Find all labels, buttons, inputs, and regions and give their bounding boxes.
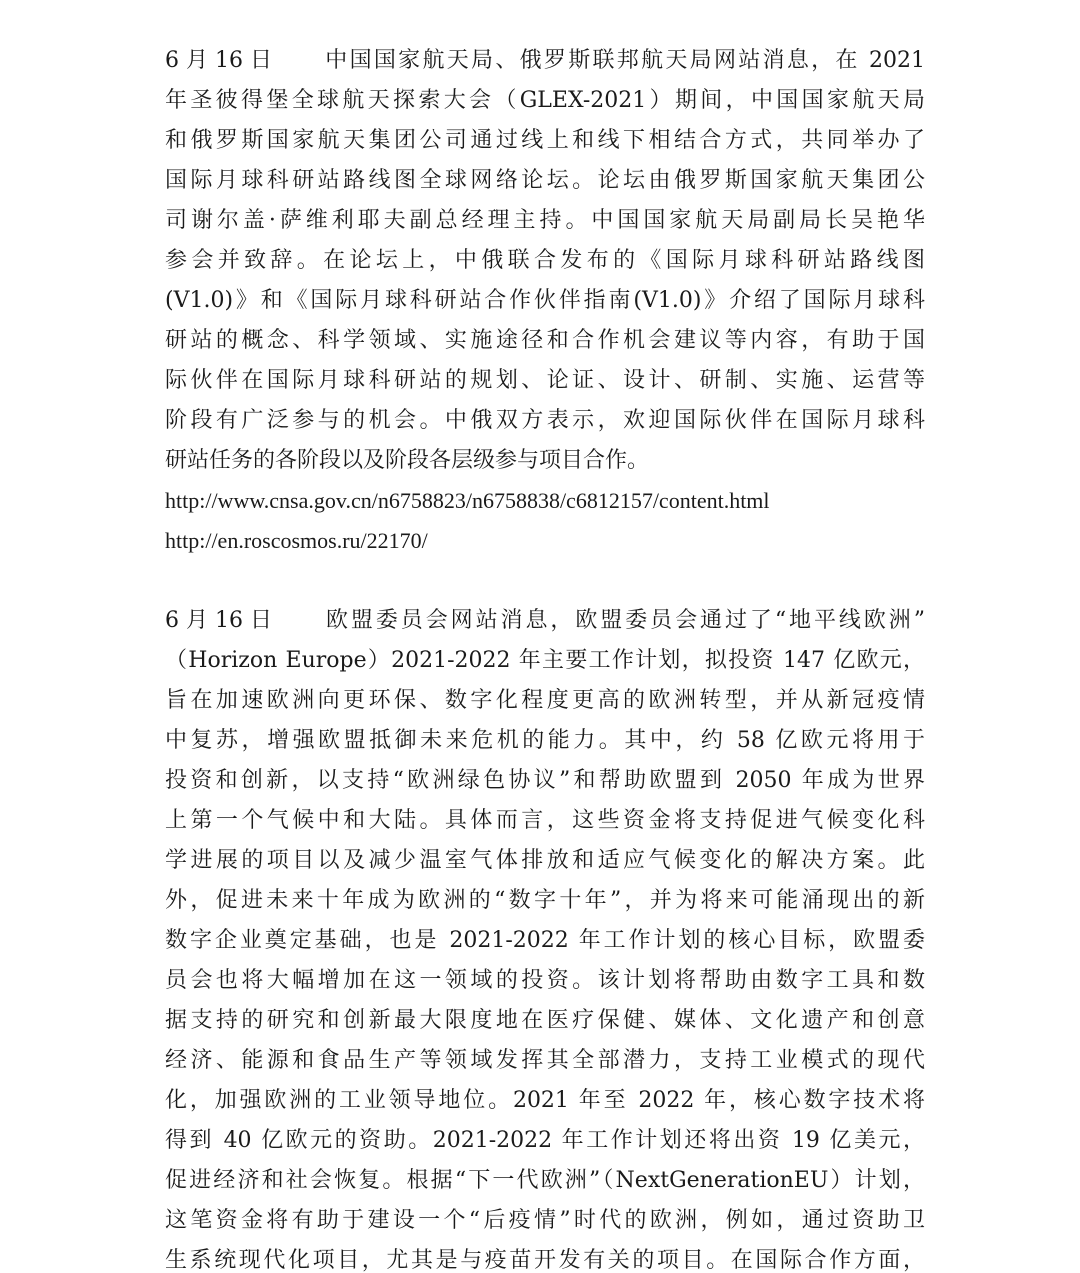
paragraph-line: 员会也将大幅增加在这一领域的投资。该计划将帮助由数字工具和数 xyxy=(165,968,925,993)
paragraph-line: 中复苏，增强欧盟抵御未来危机的能力。其中，约 58 亿欧元将用于 xyxy=(165,728,925,753)
paragraph-line: 司谢尔盖·萨维利耶夫副总经理主持。中国国家航天局副局长吴艳华 xyxy=(165,208,925,233)
paragraph-line: (V1.0)》和《国际月球科研站合作伙伴指南(V1.0)》介绍了国际月球科 xyxy=(165,288,925,313)
paragraph-line: 这笔资金将有助于建设一个“后疫情”时代的欧洲，例如，通过资助卫 xyxy=(165,1208,925,1233)
paragraph-line: （Horizon Europe）2021-2022 年主要工作计划，拟投资 147 亿欧元， xyxy=(165,648,925,673)
paragraph-line xyxy=(165,601,925,641)
news-entry-cnsa-roscosmos xyxy=(165,41,925,561)
paragraph-line: 生系统现代化项目，尤其是与疫苗开发有关的项目。在国际合作方面， xyxy=(165,1248,925,1273)
paragraph-line: 外，促进未来十年成为欧洲的“数字十年”，并为将来可能涌现出的新 xyxy=(165,888,925,913)
paragraph-line: 得到 40 亿欧元的资助。2021-2022 年工作计划还将出资 19 亿美元， xyxy=(165,1128,925,1153)
source-link-cnsa[interactable]: http://www.cnsa.gov.cn/n6758823/n6758838/c6812157/content.html xyxy=(165,488,770,513)
paragraph-line: 促进经济和社会恢复。根据“下一代欧洲”（NextGenerationEU）计划， xyxy=(165,1168,925,1193)
paragraph-line: 投资和创新，以支持“欧洲绿色协议”和帮助欧盟到 2050 年成为世界 xyxy=(165,768,925,793)
paragraph-line: 经济、能源和食品生产等领域发挥其全部潜力，支持工业模式的现代 xyxy=(165,1048,925,1073)
paragraph-line: 研站的概念、科学领域、实施途径和合作机会建议等内容，有助于国 xyxy=(165,328,925,353)
paragraph-line: 旨在加速欧洲向更环保、数字化程度更高的欧洲转型，并从新冠疫情 xyxy=(165,688,925,713)
paragraph-line: 阶段有广泛参与的机会。中俄双方表示，欢迎国际伙伴在国际月球科 xyxy=(165,408,925,433)
line-text: 中国国家航天局、俄罗斯联邦航天局网站消息，在 2021 xyxy=(323,48,925,73)
paragraph-line: 际伙伴在国际月球科研站的规划、论证、设计、研制、实施、运营等 xyxy=(165,368,925,393)
entry-date: 6 月 16 日 xyxy=(165,608,272,633)
news-entry-horizon-europe xyxy=(165,601,925,1273)
source-link-roscosmos[interactable]: http://en.roscosmos.ru/22170/ xyxy=(165,528,428,553)
line-text: 欧盟委员会网站消息，欧盟委员会通过了“地平线欧洲” xyxy=(323,608,925,633)
paragraph-line: 学进展的项目以及减少温室气体排放和适应气候变化的解决方案。此 xyxy=(165,848,925,873)
paragraph-line: 数字企业奠定基础，也是 2021-2022 年工作计划的核心目标，欧盟委 xyxy=(165,928,925,953)
paragraph-line xyxy=(165,41,925,81)
paragraph-line: 化，加强欧洲的工业领导地位。2021 年至 2022 年，核心数字技术将 xyxy=(165,1088,925,1113)
paragraph-line: 据支持的研究和创新最大限度地在医疗保健、媒体、文化遗产和创意 xyxy=(165,1008,925,1033)
paragraph-line: 国际月球科研站路线图全球网络论坛。论坛由俄罗斯国家航天集团公 xyxy=(165,168,925,193)
entry-date: 6 月 16 日 xyxy=(165,48,272,73)
paragraph-line: 研站任务的各阶段以及阶段各层级参与项目合作。 xyxy=(165,448,650,473)
paragraph-line: 上第一个气候中和大陆。具体而言，这些资金将支持促进气候变化科 xyxy=(165,808,925,833)
paragraph-line: 参会并致辞。在论坛上，中俄联合发布的《国际月球科研站路线图 xyxy=(165,248,925,273)
paragraph-line: 年圣彼得堡全球航天探索大会（GLEX-2021）期间，中国国家航天局 xyxy=(165,88,925,113)
paragraph-line: 和俄罗斯国家航天集团公司通过线上和线下相结合方式，共同举办了 xyxy=(165,128,925,153)
